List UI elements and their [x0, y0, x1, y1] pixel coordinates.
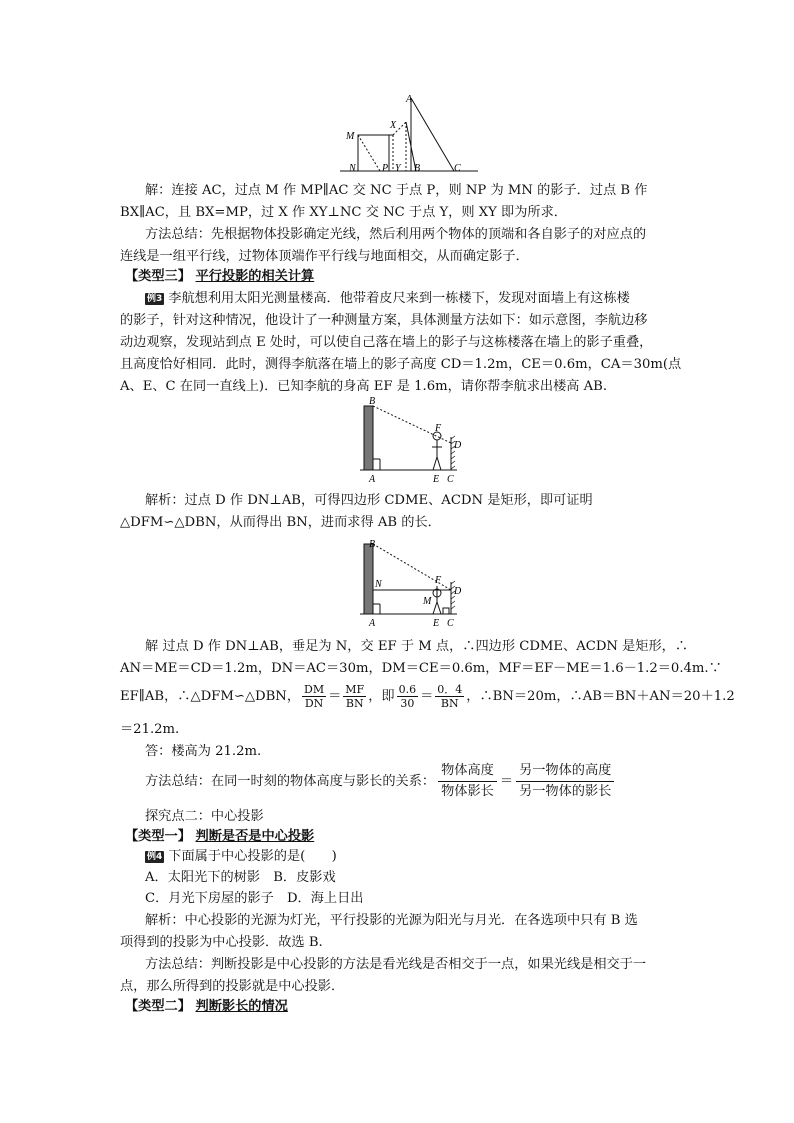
type-2-bracket: 【类型二】 [125, 999, 191, 1014]
example-4-options-cd: C．月光下房屋的影子 D．海上日出 [145, 891, 364, 906]
label-e: E [433, 618, 440, 629]
fraction-values-1 [397, 683, 419, 710]
type-1-heading [125, 826, 685, 847]
label-d: D [454, 586, 462, 597]
method-3-line: 方法总结：在同一时刻的物体高度与影长的关系： $\frac{\text{物体高度}}{\text{物体影长}}$ ＝ $\frac{\text{另一物体的高度}}{\text{另一物体的影长}}$ [145, 760, 705, 804]
label-d: D [454, 440, 462, 451]
method-3-lead: 方法总结：在同一时刻的物体高度与影长的关系： [145, 774, 436, 789]
label-b: B [369, 539, 376, 550]
building-ab [364, 406, 373, 470]
label-e: E [433, 474, 440, 485]
fraction-object [438, 761, 497, 802]
fraction-numerator: DM [304, 683, 325, 696]
label-b: B [414, 163, 421, 174]
analysis-4-line-2: 项得到的投影为中心投影．故选 B. [120, 935, 323, 950]
fraction-denominator: 30 [400, 697, 415, 710]
fraction-denominator: 物体影长 [441, 784, 494, 799]
label-a: A [369, 474, 376, 485]
label-f: F [435, 423, 442, 434]
example-4-line [145, 846, 705, 867]
solution-3-line-4: ＝21.2m. [120, 722, 180, 737]
building-shadow-figure [355, 395, 465, 485]
label-n: N [349, 163, 356, 174]
label-m: M [423, 596, 432, 607]
label-p: P [382, 163, 389, 174]
label-y: Y [395, 163, 401, 174]
solution-3-text-a: EF∥AB，∴△DFM∽△DBN， [120, 689, 301, 704]
solution-3-line-2: AN＝ME＝CD＝1.2m，DN＝AC＝30m，DM＝CE＝0.6m，MF＝EF－ME＝1.6－1.2＝0.4m.∵ [120, 661, 722, 676]
method-4-line-2: 点，那么所得到的投影就是中心投影． [120, 979, 345, 994]
example-4-options-ab: A．太阳光下的树影 B．皮影戏 [145, 870, 336, 885]
shadow-construction-figure [340, 92, 480, 174]
type-1-title: 判断是否是中心投影 [195, 829, 315, 844]
analysis-3-line-2: △DFM∽△DBN，从而得出 BN，进而求得 AB 的长． [120, 515, 441, 530]
type-2-title: 判断影长的情况 [195, 999, 288, 1014]
solution-3-line-1: 解 过点 D 作 DN⊥AB，垂足为 N，交 EF 于 M 点，∴四边形 CDME、ACDN 是矩形，∴ [145, 639, 689, 654]
building-shadow-solution-figure [355, 538, 465, 630]
type-1-bracket: 【类型一】 [125, 829, 191, 844]
label-f: F [435, 575, 442, 586]
label-b: B [369, 396, 376, 407]
example-3-text: 李航想利用太阳光测量楼高．他带着皮尺来到一栋楼下，发现对面墙上有这栋楼 [168, 291, 630, 306]
solution-3-line-3: EF∥AB，∴△DFM∽△DBN， $\frac{DM}{DN}$ ＝ $\frac{MF}{BN}$ ，即 $\frac{0.6}{30}$ ＝ $\frac{0.4}{BN}$ ，∴BN＝20m，∴AB＝BN＋AN＝20＋1.2 [120, 683, 735, 710]
label-n: N [375, 579, 382, 590]
method-1-line-2: 连线是一组平行线，过物体顶端作平行线与地面相交，从而确定影子． [120, 249, 529, 264]
example-3-line-1 [145, 288, 705, 309]
fraction-numerator: 另一物体的高度 [516, 761, 614, 782]
fraction-mf-bn [343, 683, 366, 710]
method-1-line-1: 方法总结：先根据物体投影确定光线，然后利用两个物体的顶端和各自影子的对应点的 [145, 227, 647, 242]
fraction-numerator: 0.6 [398, 683, 417, 696]
solution-1-line-2: BX∥AC，且 BX=MP，过 X 作 XY⊥NC 交 NC 于点 Y，则 XY 即为所求． [120, 205, 567, 220]
label-c: C [454, 163, 461, 174]
fraction-values-2 [435, 683, 464, 710]
label-x: X [390, 120, 397, 131]
solution-3-text-b: ，即 [368, 689, 395, 704]
label-c: C [447, 474, 454, 485]
example-3-badge: 例3 [147, 294, 163, 304]
solution-1-line-1: 解：连接 AC，过点 M 作 MP∥AC 交 NC 于点 P，则 NP 为 MN 的影子．过点 B 作 [145, 183, 648, 198]
fraction-numerator: 物体高度 [438, 761, 497, 782]
analysis-3-line-1: 解析：过点 D 作 DN⊥AB，可得四边形 CDME、ACDN 是矩形，即可证明 [145, 493, 593, 508]
fraction-numerator: MF [345, 683, 365, 696]
fraction-numerator: 0．4 [437, 683, 463, 696]
method-4-line-1: 方法总结：判断投影是中心投影的方法是看光线是否相交于一点，如果光线是相交于一 [145, 957, 647, 972]
type-3-bracket: 【类型三】 [125, 269, 191, 284]
example-3-line-4: 且高度恰好相同．此时，测得李航落在墙上的影子高度 CD＝1.2m，CE＝0.6m，CA＝30m(点 [120, 357, 682, 372]
fraction-other-object [516, 761, 614, 802]
example-3-line-2: 的影子，针对这种情况，他设计了一种测量方案，具体测量方法如下：如示意图，李航边移 [120, 313, 648, 328]
label-a: A [369, 618, 376, 629]
fraction-denominator: 另一物体的影长 [519, 784, 612, 799]
label-a: A [406, 94, 413, 105]
fraction-denominator: DN [304, 697, 324, 710]
example-3-line-5: A、E、C 在同一直线上)．已知李航的身高 EF 是 1.6m，请你帮李航求出楼高 AB. [120, 379, 608, 394]
type-3-title: 平行投影的相关计算 [195, 269, 315, 284]
solution-3-text-c: ，∴BN＝20m，∴AB＝BN＋AN＝20＋1.2 [466, 689, 735, 704]
explore-point-2: 探究点二：中心投影 [145, 809, 264, 824]
fraction-dm-dn [302, 683, 326, 710]
type-2-heading [125, 996, 685, 1017]
label-m: M [346, 131, 355, 142]
fraction-denominator: BN [345, 697, 364, 710]
example-3-line-3: 动边观察，发现站到点 E 处时，可以使自己落在墙上的影子与这栋楼落在墙上的影子重叠， [120, 335, 653, 350]
type-3-heading [125, 266, 685, 287]
answer-line: 答：楼高为 21.2m. [145, 744, 262, 759]
building-ab [364, 544, 373, 614]
example-4-badge: 例4 [147, 852, 163, 862]
example-4-question: 下面属于中心投影的是( ) [168, 849, 337, 864]
label-c: C [447, 618, 454, 629]
fraction-denominator: BN [440, 697, 459, 710]
analysis-4-line-1: 解析：中心投影的光源为灯光，平行投影的光源为阳光与月光．在各选项中只有 B 选 [145, 913, 638, 928]
